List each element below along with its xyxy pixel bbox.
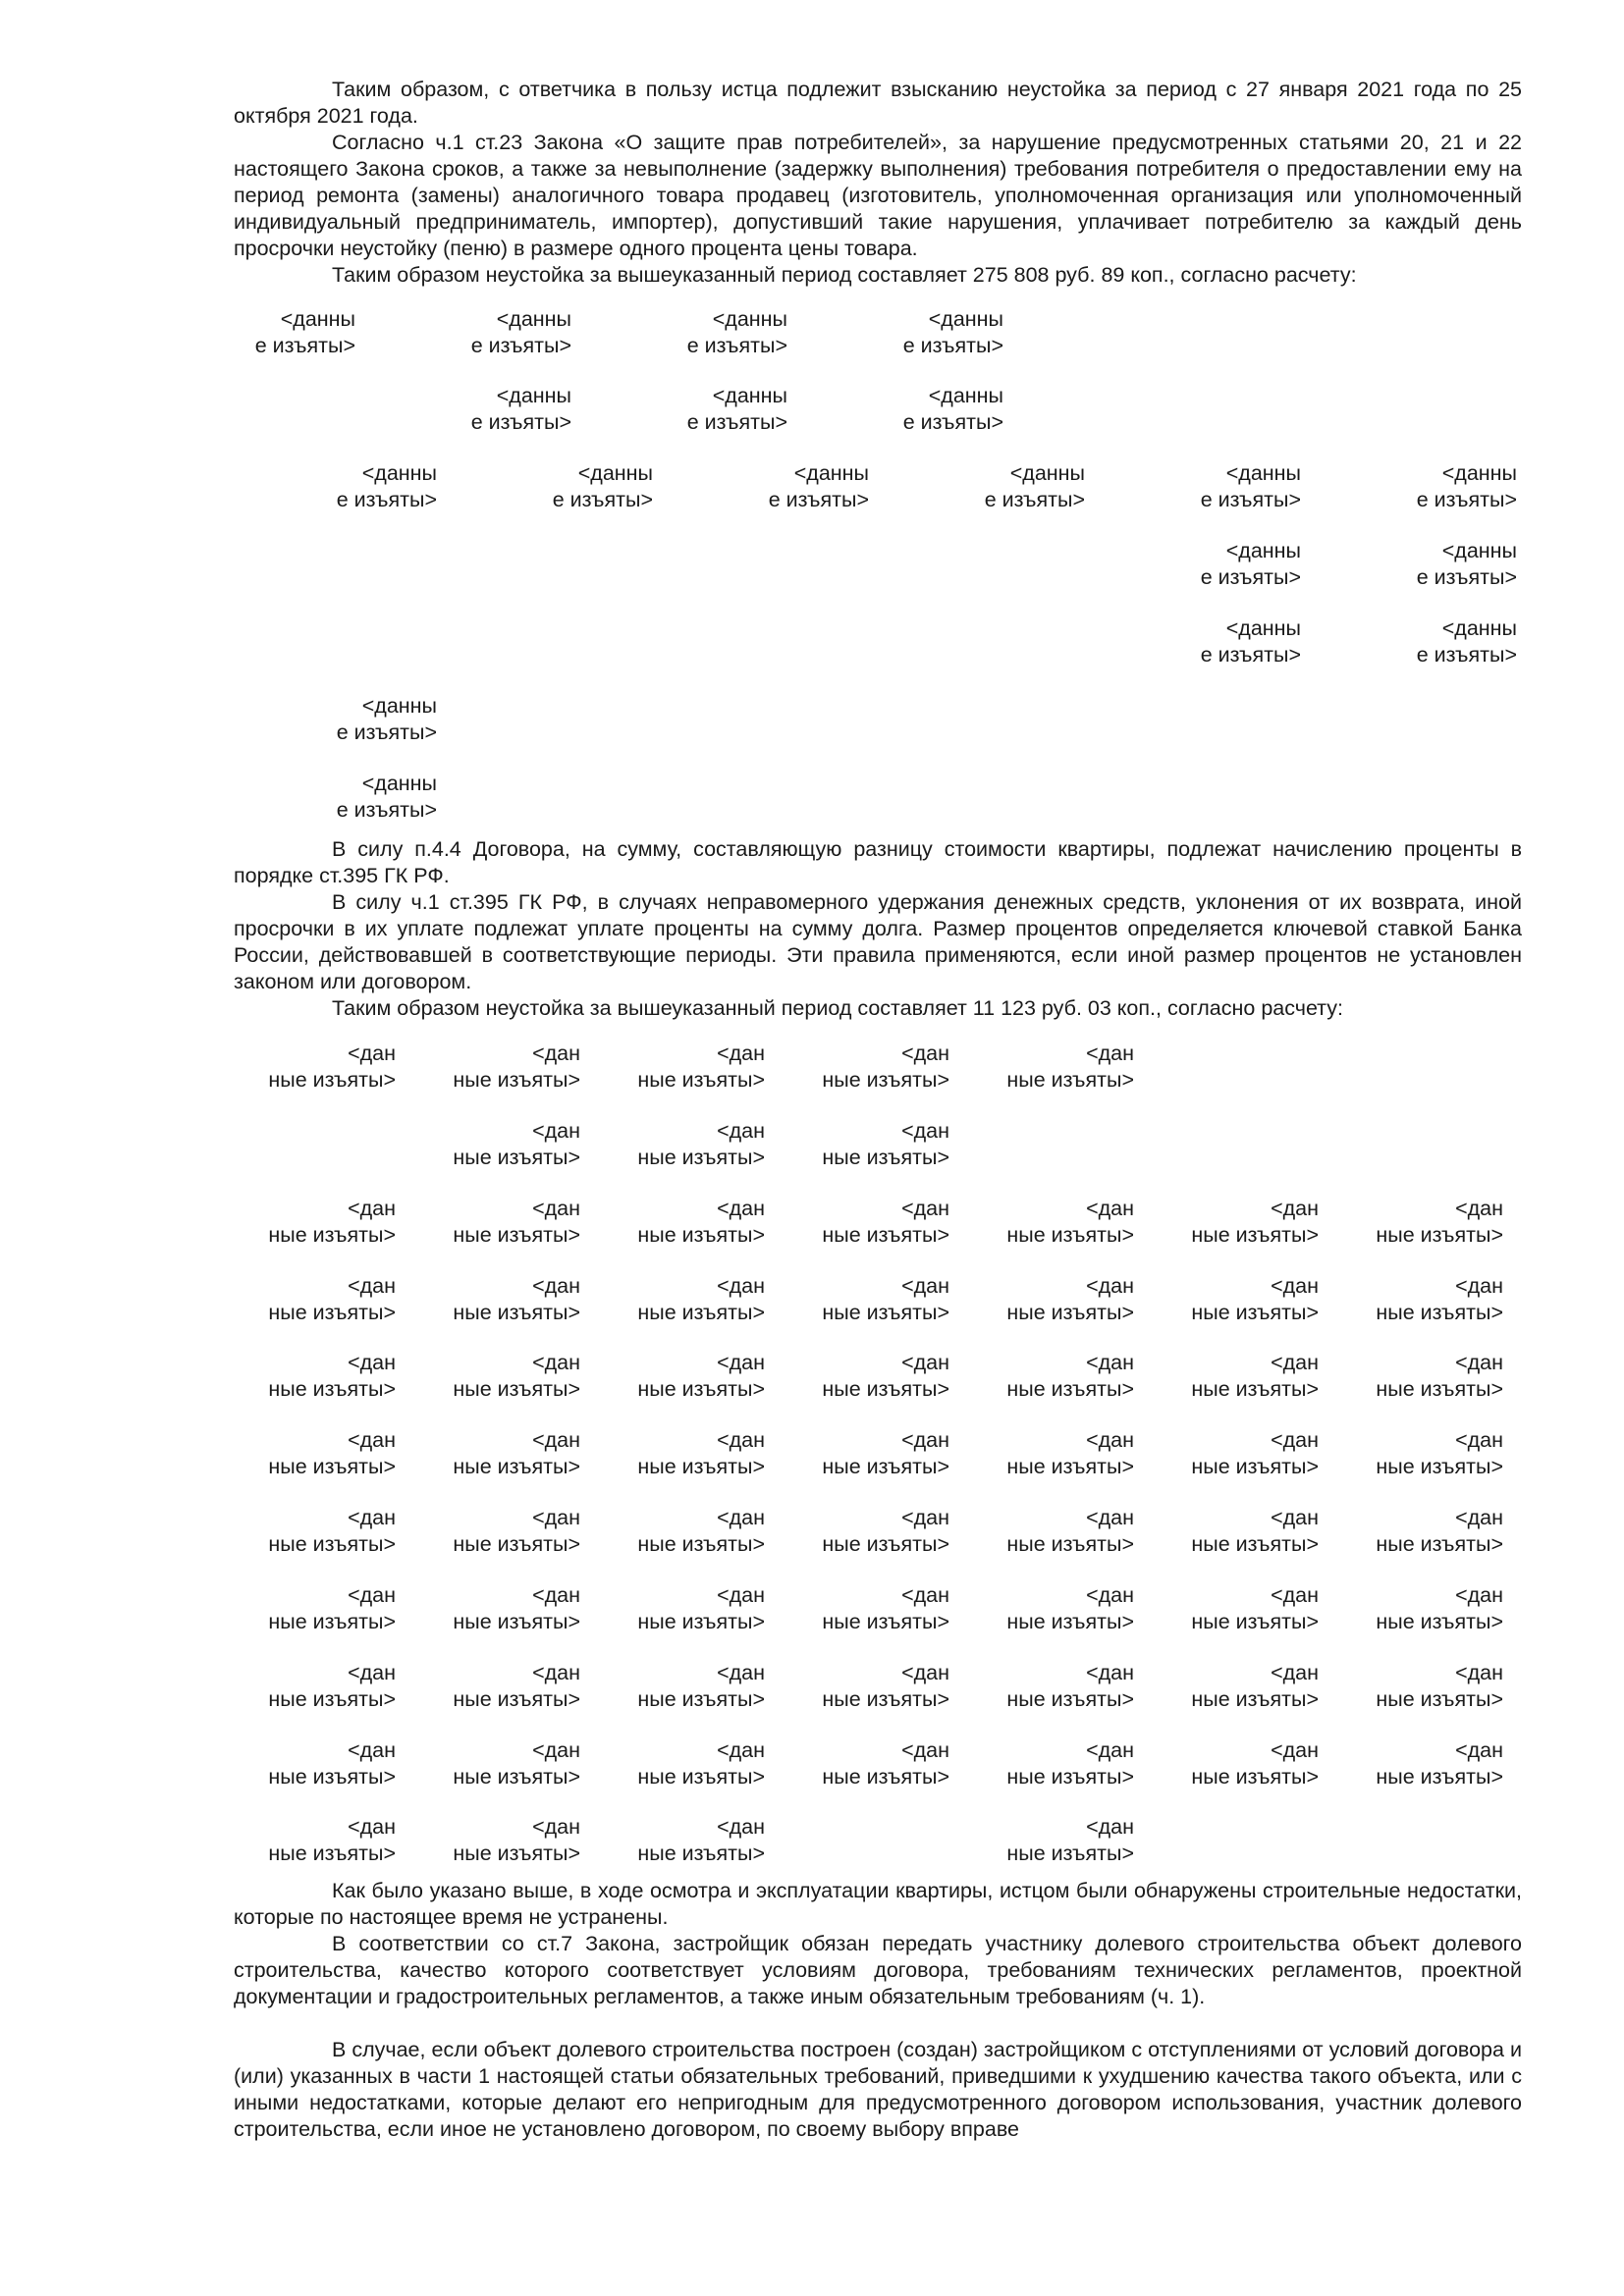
redacted-text-line: ные изъяты> (268, 1223, 396, 1247)
redacted-text-line: е изъяты> (768, 488, 869, 511)
redacted-text-line: <дан (901, 1738, 949, 1762)
redacted-text-line: ные изъяты> (1191, 1687, 1319, 1711)
redacted-cell (918, 1814, 1134, 1867)
redacted-text-line: ные изъяты> (1376, 1610, 1503, 1633)
redacted-text-line: <дан (348, 1583, 396, 1607)
redacted-text-line: ные изъяты> (1191, 1301, 1319, 1324)
redacted-text-line: ные изъяты> (637, 1610, 765, 1633)
redacted-text-line: <данны (361, 461, 437, 485)
redacted-text-line: <дан (717, 1506, 765, 1529)
redacted-cell (180, 1196, 396, 1249)
redacted-text-line: е изъяты> (686, 334, 787, 357)
redacted-text-line: ные изъяты> (822, 1377, 949, 1401)
redacted-cell (918, 1273, 1134, 1326)
redacted-text-line: ные изъяты> (1376, 1377, 1503, 1401)
redacted-text-line: ные изъяты> (1191, 1455, 1319, 1478)
redacted-text-line: <дан (532, 1583, 580, 1607)
redacted-cell (364, 1505, 580, 1558)
redacted-cell (549, 1505, 765, 1558)
redacted-cell (1287, 1196, 1503, 1249)
redacted-text-line: <дан (1271, 1738, 1319, 1762)
redacted-text-line: ные изъяты> (637, 1146, 765, 1169)
redacted-text-line: ные изъяты> (1006, 1301, 1134, 1324)
redacted-text-line: ные изъяты> (822, 1068, 949, 1092)
redacted-cell (1085, 538, 1301, 591)
redacted-cell (918, 1505, 1134, 1558)
redacted-cell (221, 460, 437, 513)
redacted-text-line: ные изъяты> (453, 1610, 580, 1633)
redacted-text-line: <дан (348, 1041, 396, 1065)
redacted-cell (787, 383, 1003, 436)
redacted-cell (549, 1737, 765, 1790)
redacted-cell (571, 383, 787, 436)
redacted-text-line: ные изъяты> (637, 1223, 765, 1247)
redacted-text-line: ные изъяты> (637, 1842, 765, 1865)
redacted-cell (918, 1582, 1134, 1635)
redacted-cell (571, 306, 787, 359)
redacted-text-line: <данны (361, 694, 437, 718)
redacted-cell (364, 1196, 580, 1249)
redacted-cell (653, 460, 869, 513)
redacted-cell (139, 306, 355, 359)
redacted-text-line: ные изъяты> (1006, 1532, 1134, 1556)
redacted-text-line: ные изъяты> (268, 1377, 396, 1401)
redacted-text-line: е изъяты> (254, 334, 355, 357)
redacted-text-line: ные изъяты> (822, 1610, 949, 1633)
redacted-cell (733, 1350, 949, 1403)
redacted-text-line: <дан (901, 1428, 949, 1452)
redacted-text-line: е изъяты> (1200, 643, 1301, 667)
redacted-text-line: <дан (717, 1661, 765, 1684)
redacted-cell (180, 1350, 396, 1403)
paragraph-defects: Как было указано выше, в ходе осмотра и эксплуатации квартиры, истцом были обнаружены строительные недостатки, которые по настоящее время не устранены. (234, 1879, 1522, 1929)
redacted-cell (918, 1196, 1134, 1249)
redacted-text-line: ные изъяты> (453, 1146, 580, 1169)
redacted-cell (364, 1737, 580, 1790)
redacted-text-line: <дан (1455, 1197, 1503, 1220)
redacted-text-line: <дан (1271, 1197, 1319, 1220)
redacted-text-line: <данны (1441, 616, 1517, 640)
redacted-text-line: <дан (1086, 1583, 1134, 1607)
redacted-cell (918, 1427, 1134, 1480)
redacted-cell (1103, 1582, 1319, 1635)
redacted-text-line: <дан (901, 1119, 949, 1143)
redacted-text-line: ные изъяты> (453, 1765, 580, 1789)
redacted-text-line: ные изъяты> (1191, 1765, 1319, 1789)
redacted-cell (1301, 538, 1517, 591)
redacted-cell (549, 1273, 765, 1326)
redacted-text-line: ные изъяты> (637, 1765, 765, 1789)
redacted-text-line: ные изъяты> (453, 1068, 580, 1092)
redacted-cell (549, 1427, 765, 1480)
redacted-text-line: ные изъяты> (822, 1301, 949, 1324)
redacted-cell (733, 1041, 949, 1094)
redacted-text-line: <дан (1455, 1428, 1503, 1452)
redacted-cell (733, 1737, 949, 1790)
redacted-text-line: ные изъяты> (1006, 1068, 1134, 1092)
redacted-text-line: ные изъяты> (1376, 1687, 1503, 1711)
redacted-text-line: ные изъяты> (268, 1687, 396, 1711)
redacted-cell (1103, 1505, 1319, 1558)
redacted-text-line: ные изъяты> (822, 1687, 949, 1711)
redacted-text-line: е изъяты> (1416, 565, 1517, 589)
redacted-cell (549, 1041, 765, 1094)
redacted-cell (1287, 1273, 1503, 1326)
redacted-text-line: <дан (717, 1197, 765, 1220)
redacted-text-line: <дан (532, 1197, 580, 1220)
redacted-text-line: е изъяты> (1200, 565, 1301, 589)
redacted-cell (364, 1427, 580, 1480)
redacted-text-line: ные изъяты> (453, 1377, 580, 1401)
redacted-cell (733, 1273, 949, 1326)
redacted-text-line: <данны (928, 384, 1003, 407)
redacted-text-line: <данны (361, 772, 437, 795)
redacted-cell (733, 1505, 949, 1558)
redacted-text-line: ные изъяты> (822, 1532, 949, 1556)
paragraph-penalty-period: Таким образом, с ответчика в пользу истца подлежит взысканию неустойка за период с 27 января 2021 года по 25 октября 2021 года. (234, 78, 1522, 128)
redacted-text-line: <дан (532, 1815, 580, 1839)
paragraph-deviations: В случае, если объект долевого строительства построен (создан) застройщиком с отступлениями от условий договора и (или) указанных в части 1 настоящей статьи обязательных требований, приведшими к ухудшению качества такого объекта, или с иными недостатками, которые делают его непригодным для предусмотренного договором использования, участник долевого строительства, если иное не установлено договором, по своему выбору вправе (234, 2038, 1522, 2141)
redacted-text-line: <дан (1455, 1274, 1503, 1298)
redacted-text-line: <данны (793, 461, 869, 485)
redacted-text-line: е изъяты> (1200, 488, 1301, 511)
redacted-text-line: <данны (1441, 539, 1517, 562)
redacted-text-line: <дан (1086, 1274, 1134, 1298)
redacted-text-line: е изъяты> (1416, 643, 1517, 667)
redacted-text-line: ные изъяты> (268, 1610, 396, 1633)
redacted-text-line: <дан (717, 1815, 765, 1839)
redacted-cell (364, 1118, 580, 1171)
redacted-text-line: ные изъяты> (268, 1842, 396, 1865)
redacted-text-line: ные изъяты> (1376, 1301, 1503, 1324)
redacted-text-line: е изъяты> (1416, 488, 1517, 511)
paragraph-contract-clause: В силу п.4.4 Договора, на сумму, составляющую разницу стоимости квартиры, подлежат начислению проценты в порядке ст.395 ГК РФ. (234, 837, 1522, 887)
redacted-cell (733, 1196, 949, 1249)
paragraph-developer-obligation: В соответствии со ст.7 Закона, застройщик обязан передать участнику долевого строительства объект долевого строительства, качество которого соответствует условиям договора, требованиям технических регламентов, проектной документации и градостроительных регламентов, а также иным обязательным требованиям (ч. 1). (234, 1932, 1522, 2008)
redacted-text-line: ные изъяты> (1191, 1610, 1319, 1633)
redacted-text-line: <дан (901, 1197, 949, 1220)
redacted-cell (180, 1582, 396, 1635)
redacted-cell (180, 1505, 396, 1558)
paragraph-penalty-total-2: Таким образом неустойка за вышеуказанный период составляет 11 123 руб. 03 коп., согласно расчету: (332, 996, 1343, 1020)
redacted-text-line: ные изъяты> (1006, 1377, 1134, 1401)
redacted-cell (549, 1660, 765, 1713)
redacted-cell (1103, 1660, 1319, 1713)
redacted-text-line: <дан (901, 1583, 949, 1607)
redacted-cell (733, 1660, 949, 1713)
redacted-cell (549, 1814, 765, 1867)
redacted-cell (364, 1582, 580, 1635)
redacted-text-line: ные изъяты> (822, 1455, 949, 1478)
redacted-text-line: <дан (532, 1506, 580, 1529)
redacted-text-line: <дан (348, 1428, 396, 1452)
redacted-cell (869, 460, 1085, 513)
redacted-text-line: ные изъяты> (453, 1532, 580, 1556)
redacted-text-line: <дан (348, 1506, 396, 1529)
redacted-text-line: <данны (1009, 461, 1085, 485)
redacted-text-line: <дан (1455, 1738, 1503, 1762)
redacted-text-line: <дан (348, 1661, 396, 1684)
paragraph-civil-code: В силу ч.1 ст.395 ГК РФ, в случаях неправомерного удержания денежных средств, уклонения от их возврата, иной просрочки в их уплате подлежат уплате проценты на сумму долга. Размер процентов определяется ключевой ставкой Банка России, действовавшей в соответствующие периоды. Эти правила применяются, если иной размер процентов не установлен законом или договором. (234, 890, 1522, 993)
redacted-text-line: <данны (712, 384, 787, 407)
redacted-text-line: ные изъяты> (1191, 1223, 1319, 1247)
redacted-text-line: <данны (1225, 616, 1301, 640)
redacted-cell (1085, 615, 1301, 668)
redacted-cell (1103, 1273, 1319, 1326)
redacted-text-line: ные изъяты> (1376, 1455, 1503, 1478)
redacted-text-line: ные изъяты> (268, 1765, 396, 1789)
redacted-text-line: <данны (1441, 461, 1517, 485)
redacted-cell (549, 1196, 765, 1249)
redacted-text-line: <дан (1086, 1041, 1134, 1065)
redacted-cell (1287, 1737, 1503, 1790)
redacted-cell (180, 1660, 396, 1713)
redacted-text-line: ные изъяты> (1191, 1532, 1319, 1556)
redacted-text-line: <дан (901, 1351, 949, 1374)
redacted-text-line: <дан (1455, 1351, 1503, 1374)
redacted-cell (364, 1814, 580, 1867)
redacted-text-line: <дан (532, 1041, 580, 1065)
redacted-cell (1103, 1196, 1319, 1249)
redacted-text-line: <дан (717, 1274, 765, 1298)
redacted-text-line: <дан (1086, 1738, 1134, 1762)
redacted-text-line: е изъяты> (686, 410, 787, 434)
redacted-cell (1301, 460, 1517, 513)
redacted-text-line: <данны (280, 307, 355, 331)
redacted-text-line: ные изъяты> (1006, 1223, 1134, 1247)
redacted-text-line: <дан (532, 1428, 580, 1452)
redacted-text-line: <дан (901, 1661, 949, 1684)
redacted-text-line: <дан (532, 1661, 580, 1684)
redacted-text-line: ные изъяты> (268, 1455, 396, 1478)
redacted-text-line: <дан (1086, 1815, 1134, 1839)
redacted-text-line: ные изъяты> (268, 1532, 396, 1556)
redacted-text-line: <дан (1086, 1351, 1134, 1374)
redacted-text-line: <дан (1086, 1197, 1134, 1220)
redacted-text-line: <дан (1086, 1661, 1134, 1684)
redacted-text-line: <дан (1455, 1661, 1503, 1684)
redacted-cell (180, 1737, 396, 1790)
redacted-text-line: <дан (348, 1197, 396, 1220)
redacted-text-line: <дан (717, 1119, 765, 1143)
redacted-text-line: <дан (1455, 1506, 1503, 1529)
redacted-text-line: <дан (532, 1119, 580, 1143)
redacted-text-line: <данны (1225, 539, 1301, 562)
redacted-text-line: <дан (348, 1815, 396, 1839)
redacted-text-line: <дан (1086, 1428, 1134, 1452)
redacted-cell (364, 1273, 580, 1326)
redacted-cell (918, 1660, 1134, 1713)
redacted-text-line: е изъяты> (552, 488, 653, 511)
redacted-text-line: ные изъяты> (1376, 1223, 1503, 1247)
redacted-text-line: ные изъяты> (453, 1687, 580, 1711)
redacted-text-line: <дан (717, 1351, 765, 1374)
redacted-text-line: ные изъяты> (1006, 1765, 1134, 1789)
redacted-text-line: <данны (1225, 461, 1301, 485)
redacted-cell (733, 1118, 949, 1171)
redacted-text-line: е изъяты> (336, 721, 437, 744)
redacted-text-line: <данны (496, 384, 571, 407)
redacted-text-line: <данны (577, 461, 653, 485)
redacted-text-line: <дан (348, 1738, 396, 1762)
redacted-cell (1287, 1350, 1503, 1403)
redacted-cell (355, 306, 571, 359)
redacted-cell (1287, 1660, 1503, 1713)
redacted-text-line: ные изъяты> (637, 1068, 765, 1092)
redacted-text-line: <дан (1271, 1506, 1319, 1529)
redacted-text-line: <дан (1271, 1351, 1319, 1374)
redacted-text-line: ные изъяты> (1376, 1765, 1503, 1789)
redacted-cell (918, 1737, 1134, 1790)
paragraph-consumer-law: Согласно ч.1 ст.23 Закона «О защите прав потребителей», за нарушение предусмотренных статьями 20, 21 и 22 настоящего Закона сроков, а также за невыполнение (задержку выполнения) требования потребителя о предоставлении ему на период ремонта (замены) аналогичного товара продавец (изготовитель, уполномоченная организация или уполномоченный индивидуальный предприниматель, импортер), допустивший такие нарушения, уплачивает потребителю за каждый день просрочки неустойку (пеню) в размере одного процента цены товара. (234, 131, 1522, 260)
redacted-text-line: е изъяты> (902, 334, 1003, 357)
redacted-text-line: ные изъяты> (637, 1301, 765, 1324)
redacted-text-line: ные изъяты> (637, 1455, 765, 1478)
redacted-cell (549, 1582, 765, 1635)
redacted-text-line: <дан (717, 1738, 765, 1762)
redacted-text-line: <дан (532, 1274, 580, 1298)
redacted-cell (1287, 1505, 1503, 1558)
redacted-text-line: <дан (1455, 1583, 1503, 1607)
redacted-text-line: <данны (712, 307, 787, 331)
redacted-text-line: ные изъяты> (637, 1377, 765, 1401)
redacted-text-line: <дан (1271, 1583, 1319, 1607)
redacted-text-line: ные изъяты> (1006, 1455, 1134, 1478)
redacted-cell (549, 1350, 765, 1403)
redacted-cell (1085, 460, 1301, 513)
redacted-cell (1103, 1350, 1319, 1403)
redacted-cell (221, 771, 437, 824)
redacted-text-line: ные изъяты> (1006, 1687, 1134, 1711)
redacted-text-line: ные изъяты> (453, 1842, 580, 1865)
redacted-cell (549, 1118, 765, 1171)
redacted-text-line: ные изъяты> (1006, 1610, 1134, 1633)
redacted-cell (733, 1427, 949, 1480)
redacted-text-line: ные изъяты> (637, 1687, 765, 1711)
redacted-cell (1301, 615, 1517, 668)
redacted-text-line: е изъяты> (984, 488, 1085, 511)
paragraph-penalty-total-1: Таким образом неустойка за вышеуказанный период составляет 275 808 руб. 89 коп., согласно расчету: (332, 263, 1357, 287)
redacted-text-line: ные изъяты> (822, 1146, 949, 1169)
redacted-text-line: ные изъяты> (268, 1301, 396, 1324)
redacted-text-line: ные изъяты> (637, 1532, 765, 1556)
redacted-text-line: <данны (496, 307, 571, 331)
redacted-text-line: <дан (1271, 1661, 1319, 1684)
redacted-cell (918, 1350, 1134, 1403)
redacted-text-line: ные изъяты> (822, 1223, 949, 1247)
redacted-cell (437, 460, 653, 513)
redacted-cell (180, 1427, 396, 1480)
redacted-cell (1103, 1427, 1319, 1480)
redacted-cell (364, 1350, 580, 1403)
redacted-cell (918, 1041, 1134, 1094)
redacted-text-line: <дан (1271, 1274, 1319, 1298)
redacted-text-line: <дан (1086, 1506, 1134, 1529)
redacted-cell (180, 1273, 396, 1326)
redacted-cell (180, 1814, 396, 1867)
redacted-text-line: ные изъяты> (268, 1068, 396, 1092)
redacted-cell (355, 383, 571, 436)
redacted-cell (180, 1041, 396, 1094)
redacted-text-line: ные изъяты> (453, 1301, 580, 1324)
redacted-cell (1287, 1582, 1503, 1635)
redacted-text-line: <дан (532, 1738, 580, 1762)
redacted-text-line: е изъяты> (470, 410, 571, 434)
redacted-text-line: <дан (348, 1351, 396, 1374)
redacted-text-line: ные изъяты> (453, 1223, 580, 1247)
redacted-text-line: е изъяты> (902, 410, 1003, 434)
redacted-text-line: ные изъяты> (453, 1455, 580, 1478)
redacted-text-line: е изъяты> (336, 798, 437, 822)
redacted-cell (1103, 1737, 1319, 1790)
redacted-text-line: е изъяты> (470, 334, 571, 357)
redacted-text-line: ные изъяты> (1376, 1532, 1503, 1556)
redacted-text-line: <данны (928, 307, 1003, 331)
redacted-cell (787, 306, 1003, 359)
redacted-text-line: е изъяты> (336, 488, 437, 511)
redacted-text-line: <дан (901, 1274, 949, 1298)
redacted-text-line: <дан (1271, 1428, 1319, 1452)
redacted-text-line: <дан (717, 1583, 765, 1607)
redacted-text-line: <дан (348, 1274, 396, 1298)
redacted-text-line: <дан (717, 1428, 765, 1452)
redacted-cell (733, 1582, 949, 1635)
redacted-cell (221, 693, 437, 746)
redacted-text-line: ные изъяты> (1191, 1377, 1319, 1401)
redacted-cell (364, 1660, 580, 1713)
redacted-cell (1287, 1427, 1503, 1480)
redacted-text-line: ные изъяты> (822, 1765, 949, 1789)
redacted-text-line: <дан (717, 1041, 765, 1065)
redacted-text-line: ные изъяты> (1006, 1842, 1134, 1865)
redacted-text-line: <дан (532, 1351, 580, 1374)
redacted-cell (364, 1041, 580, 1094)
redacted-text-line: <дан (901, 1041, 949, 1065)
redacted-text-line: <дан (901, 1506, 949, 1529)
